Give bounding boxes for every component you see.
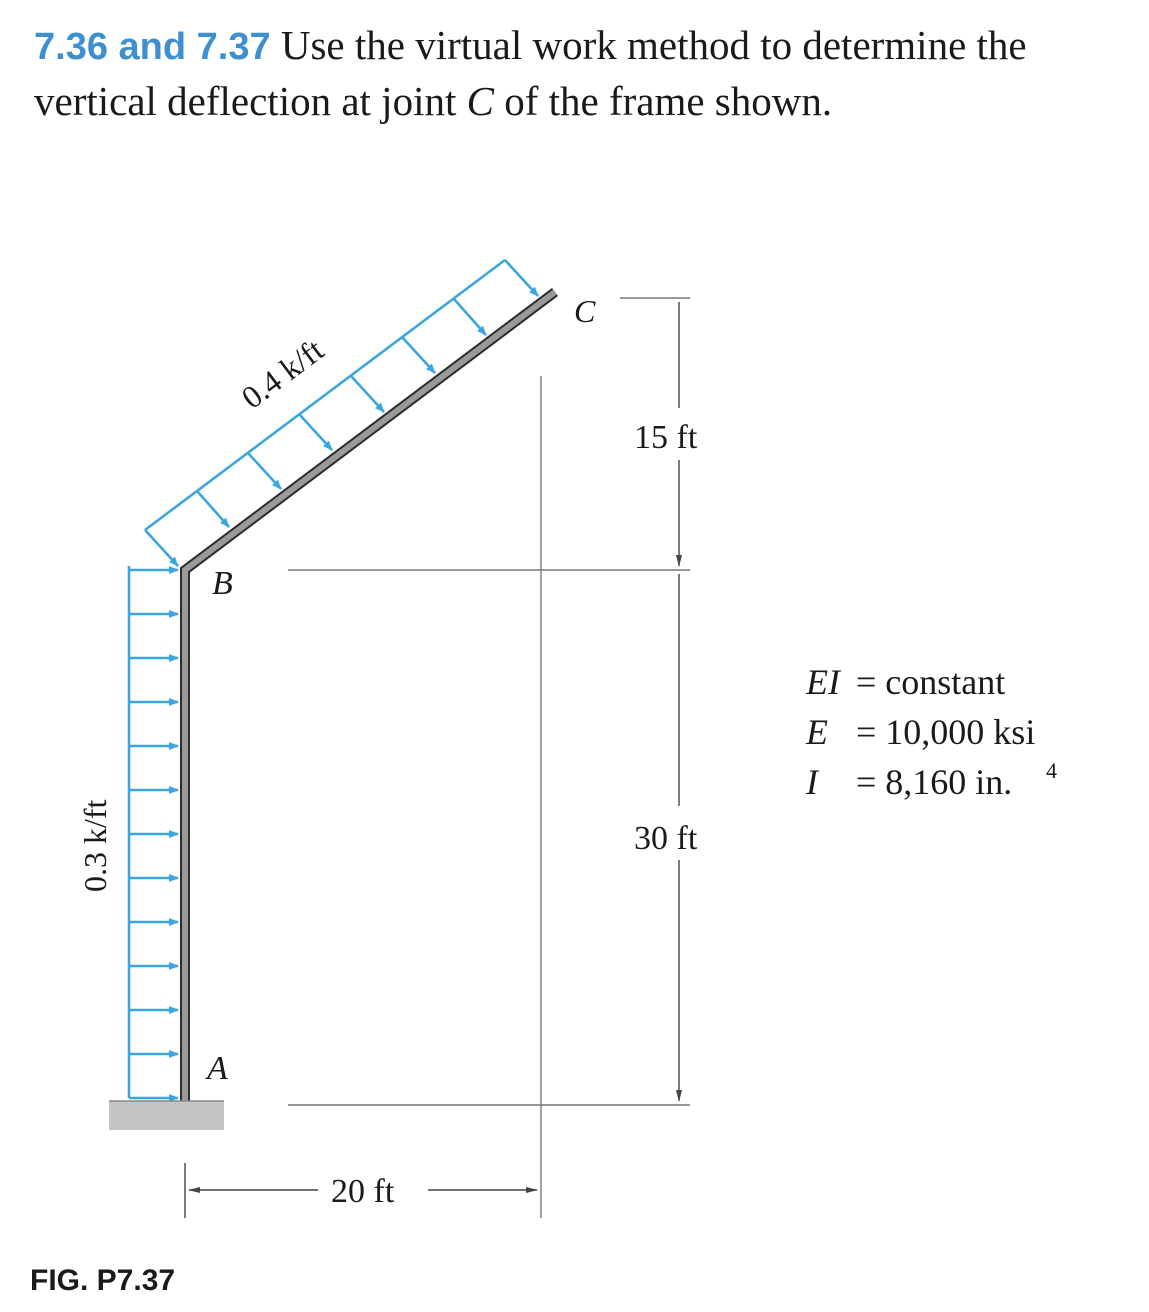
dim-30ft-label: 30 ft <box>634 820 698 857</box>
dim-20ft-label: 20 ft <box>331 1173 395 1210</box>
prop-ei-rhs: = constant <box>856 662 1006 702</box>
joint-label-b: B <box>212 565 233 602</box>
joint-label-c: C <box>574 293 596 329</box>
frame-member <box>185 292 555 1102</box>
inclined-load-arrow <box>299 414 332 450</box>
fixed-support <box>109 1101 224 1130</box>
inclined-distributed-load <box>145 260 538 566</box>
problem-text-part2: of the frame shown. <box>504 78 833 124</box>
column-load-label: 0.3 k/ft <box>77 799 113 892</box>
problem-number: 7.36 and 7.37 <box>34 26 271 68</box>
prop-i-superscript: 4 <box>1046 758 1057 783</box>
prop-ei-lhs: EI <box>806 662 840 702</box>
inclined-load-label: 0.4 k/ft <box>234 331 331 416</box>
inclined-load-arrow <box>197 491 229 527</box>
inclined-load-top-line <box>145 260 505 530</box>
inclined-load-arrow <box>248 453 281 489</box>
column-distributed-load <box>129 566 178 1098</box>
joint-label-a: A <box>207 1050 228 1087</box>
reference-lines <box>288 298 690 1218</box>
figure-label: FIG. P7.37 <box>30 1264 176 1297</box>
inclined-load-arrow <box>402 337 435 373</box>
frame-members <box>185 292 555 1102</box>
material-properties <box>805 662 1057 802</box>
inclined-load-arrow <box>145 530 178 566</box>
prop-i-rhs: = 8,160 in. <box>856 762 1013 802</box>
problem-text-part1: Use the virtual work method to determine the vertical deflection at joint <box>34 22 1027 124</box>
inclined-load-arrow <box>454 299 486 335</box>
inclined-load-arrow <box>351 376 384 412</box>
prop-i-lhs: I <box>806 762 818 802</box>
dim-15ft-label: 15 ft <box>634 419 698 456</box>
frame-member-outline <box>185 292 555 1102</box>
inclined-load-arrow <box>505 260 538 296</box>
prop-e-lhs: E <box>806 712 828 752</box>
problem-joint: C <box>466 78 494 124</box>
prop-e-rhs: = 10,000 ksi <box>856 712 1036 752</box>
